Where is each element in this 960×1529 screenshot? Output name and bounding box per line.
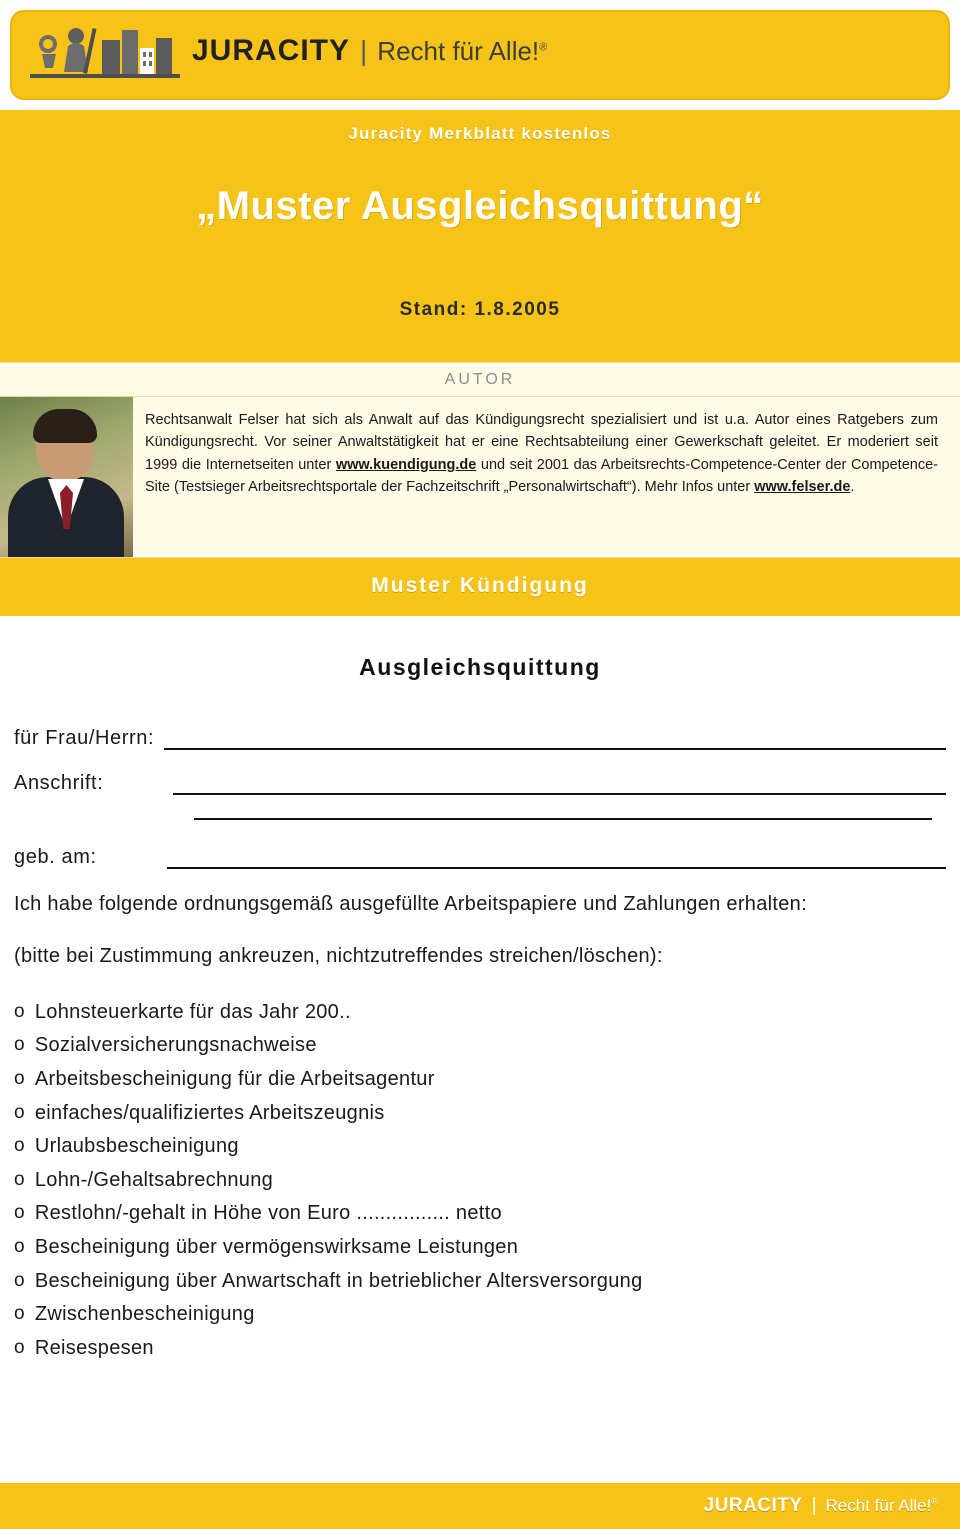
field-input-address-line2[interactable] [194,817,932,820]
document-date: Stand: 1.8.2005 [399,299,561,320]
checkbox-icon[interactable]: o [14,1235,25,1257]
checkbox-icon[interactable]: o [14,1269,25,1291]
footer-registered-mark: ® [931,1496,938,1507]
checklist-item-label: Reisespesen [34,1336,154,1359]
checkbox-icon[interactable]: o [14,1168,25,1190]
checklist-item[interactable] [14,996,946,1030]
checklist-item[interactable] [14,1063,946,1097]
checkbox-icon[interactable]: o [14,1202,25,1224]
brand-separator: | [360,35,368,66]
checkbox-icon[interactable]: o [14,1034,25,1056]
checklist-item-label: Restlohn/-gehalt in Höhe von Euro ................ netto [34,1202,502,1225]
checklist-item[interactable] [14,1164,946,1198]
checkbox-icon[interactable]: o [14,1336,25,1358]
field-row-birthdate [14,846,946,869]
footer-separator: | [811,1495,817,1516]
document-title-band [0,110,960,362]
field-label-recipient: für Frau/Herrn: [14,727,155,749]
muster-kuendigung-label: Muster Kündigung [371,574,589,597]
checkbox-icon[interactable]: o [14,1101,25,1123]
page-title: „Muster Ausgleichsquittung“ [196,184,764,228]
footer-claim: Recht für Alle!® [825,1496,938,1515]
page-footer [0,1483,960,1529]
checklist-item-label: einfaches/qualifiziertes Arbeitszeugnis [34,1101,385,1124]
author-biography [133,397,960,557]
brand-header-bar [10,10,950,100]
checkbox-icon[interactable]: o [14,1000,25,1022]
checklist-item-label: Lohn-/Gehaltsabrechnung [34,1168,274,1191]
author-bio-part1: Rechtsanwalt Felser hat sich als Anwalt auf das Kündigungsrecht spezialisiert und ist u.a. Autor eines Ratgebers zum Kündigungsrecht. Vor seiner Anwaltstätigkeit hat er eine Rechtsabteilung einer Gewerkschaft geleitet. Er moderiert seit 1999 die Internetseiten unter [145,412,938,473]
checkbox-icon[interactable]: o [14,1135,25,1157]
checklist [14,996,946,1366]
checklist-item-label: Sozialversicherungsnachweise [34,1034,317,1057]
checklist-item[interactable] [14,1332,946,1366]
checkbox-icon[interactable]: o [14,1067,25,1089]
registered-mark: ® [539,41,548,54]
checklist-item[interactable] [14,1130,946,1164]
checklist-item[interactable] [14,1097,946,1131]
field-label-birthdate: geb. am: [14,846,97,868]
checklist-item[interactable] [14,1265,946,1299]
checklist-item-label: Urlaubsbescheinigung [34,1135,239,1158]
checkbox-icon[interactable]: o [14,1303,25,1325]
felser-de-link[interactable]: www.felser.de [754,479,851,496]
author-section-label: AUTOR [0,362,960,397]
form-subtitle: Ausgleichsquittung [359,654,601,680]
field-input-birthdate[interactable] [167,866,946,869]
field-label-address: Anschrift: [14,772,104,794]
brand-claim: Recht für Alle!® [377,36,548,66]
checklist-item-label: Lohnsteuerkarte für das Jahr 200.. [34,1000,351,1023]
form-intro-text: Ich habe folgende ordnungsgemäß ausgefüllte Arbeitspapiere und Zahlungen erhalten: [14,893,807,915]
muster-kuendigung-band [0,558,960,616]
author-bio-part3: . [850,479,855,496]
form-note-text: (bitte bei Zustimmung ankreuzen, nichtzutreffendes streichen/löschen): [14,945,663,968]
footer-brand-name: JURACITY [703,1495,803,1516]
author-bio-part2: und seit 2001 das Arbeitsrechts-Competence-Center der Competence-Site (Testsieger Arbeitsrechtsportale der Fachzeitschrift „Personalwirtschaft“). Mehr Infos unter [145,456,938,496]
checklist-item[interactable] [14,1231,946,1265]
field-input-address-line1[interactable] [173,792,946,795]
kuendigung-de-link[interactable]: www.kuendigung.de [335,456,477,473]
brand-name: JURACITY [192,34,351,67]
author-portrait [0,397,133,557]
checklist-item-label: Zwischenbescheinigung [34,1303,255,1326]
checklist-item-label: Arbeitsbescheinigung für die Arbeitsagentur [34,1067,435,1090]
field-row-address [14,772,946,795]
checklist-item[interactable] [14,1197,946,1231]
brand-logotype [192,34,547,68]
checklist-item[interactable] [14,1298,946,1332]
checklist-item-label: Bescheinigung über vermögenswirksame Leistungen [34,1235,519,1258]
juracity-city-illustration [30,20,180,90]
author-section [0,362,960,558]
form-body [0,616,960,1365]
field-input-recipient[interactable] [164,747,946,750]
merkblatt-kicker: Juracity Merkblatt kostenlos [348,124,612,143]
checklist-item-label: Bescheinigung über Anwartschaft in betrieblicher Altersversorgung [34,1269,643,1292]
field-row-recipient [14,727,946,750]
checklist-item[interactable] [14,1029,946,1063]
